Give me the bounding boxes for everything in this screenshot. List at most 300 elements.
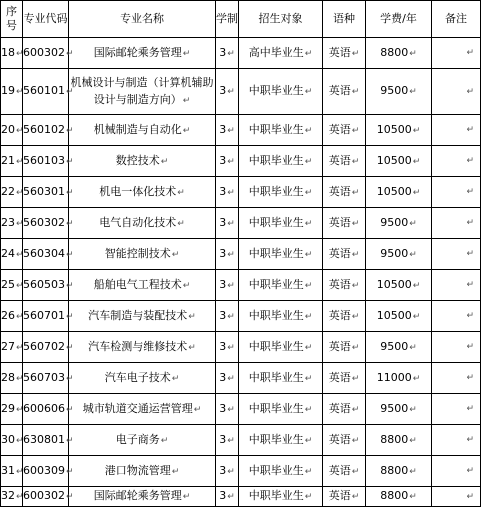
paragraph-mark-icon: ↵: [351, 373, 360, 384]
cell-name: [69, 301, 216, 332]
seq-text: 21: [1, 153, 15, 167]
paragraph-mark-icon: ↵: [171, 373, 180, 384]
cell-target: [239, 38, 323, 69]
paragraph-mark-icon: ↵: [227, 249, 235, 260]
years-text: 3: [219, 277, 227, 291]
paragraph-mark-icon: ↵: [66, 435, 74, 446]
cell-target: [239, 332, 323, 363]
paragraph-mark-icon: ↵: [177, 187, 185, 198]
cell-code: [23, 239, 74, 270]
cell-seq: [1, 394, 23, 425]
seq-text: 31: [1, 463, 15, 477]
paragraph-mark-icon: ↵: [227, 342, 235, 353]
table-row: [1, 177, 481, 208]
fee-text: 8800: [380, 463, 409, 477]
paragraph-mark-icon: ↵: [16, 48, 24, 59]
fee-text: 9500: [380, 246, 409, 260]
cell-name: [69, 208, 216, 239]
cell-years: [216, 301, 239, 332]
target-text: 中职毕业生: [248, 184, 304, 198]
name-text: 电气自动化技术: [99, 215, 177, 229]
cell-seq: [1, 332, 23, 363]
paragraph-mark-icon: ↵: [412, 311, 421, 322]
paragraph-mark-icon: ↵: [66, 280, 74, 291]
cell-name: [69, 38, 216, 69]
cell-seq: [1, 69, 23, 115]
paragraph-mark-icon: ↵: [409, 492, 417, 502]
paragraph-mark-icon: ↵: [227, 187, 235, 198]
paragraph-mark-icon: ↵: [351, 249, 360, 260]
cell-seq: [1, 363, 23, 394]
paragraph-mark-icon: ↵: [466, 249, 474, 259]
cell-language: [323, 332, 366, 363]
cell-seq: [1, 425, 23, 456]
paragraph-mark-icon: ↵: [160, 435, 169, 446]
paragraph-mark-icon: ↵: [409, 249, 417, 260]
target-text: 中职毕业生: [248, 122, 304, 136]
paragraph-mark-icon: ↵: [227, 466, 235, 477]
cell-seq: [1, 146, 23, 177]
paragraph-mark-icon: ↵: [66, 342, 74, 353]
cell-note: [432, 208, 481, 239]
name-text: 船舶电气工程技术: [93, 277, 182, 291]
cell-target: [239, 487, 323, 507]
cell-name: [69, 239, 216, 270]
paragraph-mark-icon: ↵: [304, 48, 313, 59]
fee-text: 9500: [380, 401, 409, 415]
paragraph-mark-icon: ↵: [227, 492, 235, 502]
paragraph-mark-icon: ↵: [16, 466, 24, 477]
paragraph-mark-icon: ↵: [227, 218, 235, 229]
target-text: 高中毕业生: [248, 45, 304, 59]
name-text: 汽车电子技术: [104, 370, 171, 384]
paragraph-mark-icon: ↵: [466, 125, 474, 135]
cell-note: [432, 394, 481, 425]
language-text: 英语: [328, 153, 351, 167]
code-text: 560302: [23, 215, 65, 229]
paragraph-mark-icon: ↵: [409, 87, 417, 97]
fee-text: 10500: [376, 277, 412, 291]
cell-language: [323, 301, 366, 332]
table-header-row: [1, 1, 481, 38]
table-row: [1, 146, 481, 177]
cell-code: [23, 69, 74, 115]
cell-years: [216, 394, 239, 425]
paragraph-mark-icon: ↵: [66, 218, 74, 229]
paragraph-mark-icon: ↵: [466, 342, 474, 352]
fee-text: 10500: [376, 184, 412, 198]
name-text: 港口物流管理: [104, 463, 171, 477]
paragraph-mark-icon: ↵: [66, 249, 74, 260]
paragraph-mark-icon: ↵: [409, 48, 417, 59]
paragraph-mark-icon: ↵: [182, 48, 191, 59]
header-language: 语种: [323, 1, 366, 38]
paragraph-mark-icon: ↵: [466, 48, 474, 58]
cell-years: [216, 487, 239, 507]
target-text: 中职毕业生: [248, 463, 304, 477]
paragraph-mark-icon: ↵: [227, 311, 235, 322]
paragraph-mark-icon: ↵: [193, 404, 202, 415]
cell-language: [323, 363, 366, 394]
code-text: 600302: [23, 45, 65, 59]
paragraph-mark-icon: ↵: [466, 404, 474, 414]
header-code: 专业代码: [23, 1, 69, 38]
cell-years: [216, 425, 239, 456]
cell-fee: [366, 456, 432, 487]
paragraph-mark-icon: ↵: [466, 373, 474, 383]
cell-target: [239, 69, 323, 115]
paragraph-mark-icon: ↵: [351, 435, 360, 446]
years-text: 3: [219, 308, 227, 322]
seq-text: 28: [1, 370, 15, 384]
language-text: 英语: [328, 308, 351, 322]
cell-note: [432, 146, 481, 177]
paragraph-mark-icon: ↵: [182, 95, 191, 106]
paragraph-mark-icon: ↵: [182, 280, 191, 291]
cell-language: [323, 69, 366, 115]
paragraph-mark-icon: ↵: [351, 311, 360, 322]
paragraph-mark-icon: ↵: [412, 373, 421, 384]
paragraph-mark-icon: ↵: [66, 466, 74, 477]
language-text: 英语: [328, 277, 351, 291]
paragraph-mark-icon: ↵: [351, 48, 360, 59]
cell-fee: [366, 270, 432, 301]
years-text: 3: [219, 489, 227, 502]
paragraph-mark-icon: ↵: [227, 156, 235, 167]
fee-text: 8800: [380, 45, 409, 59]
target-text: 中职毕业生: [248, 308, 304, 322]
seq-text: 27: [1, 339, 15, 353]
cell-name: [69, 332, 216, 363]
paragraph-mark-icon: ↵: [409, 466, 417, 477]
name-text: 汽车制造与装配技术: [88, 308, 188, 322]
years-text: 3: [219, 215, 227, 229]
table-row: [1, 394, 481, 425]
header-fee: 学费/年: [366, 1, 432, 38]
paragraph-mark-icon: ↵: [409, 404, 417, 415]
cell-years: [216, 69, 239, 115]
cell-note: [432, 239, 481, 270]
cell-name: [69, 115, 216, 146]
cell-fee: [366, 487, 432, 507]
cell-target: [239, 270, 323, 301]
years-text: 3: [219, 401, 227, 415]
language-text: 英语: [328, 84, 351, 97]
language-text: 英语: [328, 246, 351, 260]
cell-note: [432, 69, 481, 115]
paragraph-mark-icon: ↵: [304, 311, 313, 322]
cell-target: [239, 146, 323, 177]
years-text: 3: [219, 45, 227, 59]
table-row: [1, 332, 481, 363]
paragraph-mark-icon: ↵: [304, 156, 313, 167]
table-row: [1, 38, 481, 69]
paragraph-mark-icon: ↵: [351, 125, 360, 136]
years-text: 3: [219, 246, 227, 260]
table-row: [1, 270, 481, 301]
cell-name: [69, 394, 216, 425]
paragraph-mark-icon: ↵: [412, 187, 421, 198]
paragraph-mark-icon: ↵: [351, 187, 360, 198]
table-row: [1, 425, 481, 456]
code-text: 560102: [23, 122, 65, 136]
header-name: 专业名称: [69, 1, 216, 38]
cell-code: [23, 394, 74, 425]
table-row: [1, 487, 481, 507]
paragraph-mark-icon: ↵: [466, 311, 474, 321]
paragraph-mark-icon: ↵: [66, 156, 74, 167]
cell-language: [323, 394, 366, 425]
code-text: 600606: [23, 401, 65, 415]
fee-text: 9500: [380, 339, 409, 353]
code-text: 630801: [23, 432, 65, 446]
cell-name: [69, 177, 216, 208]
cell-seq: [1, 115, 23, 146]
code-text: 600302: [23, 489, 65, 502]
cell-note: [432, 301, 481, 332]
language-text: 英语: [328, 432, 351, 446]
paragraph-mark-icon: ↵: [182, 125, 191, 136]
paragraph-mark-icon: ↵: [177, 218, 185, 229]
cell-years: [216, 38, 239, 69]
years-text: 3: [219, 153, 227, 167]
header-target: 招生对象: [239, 1, 323, 38]
cell-code: [23, 208, 74, 239]
cell-code: [23, 177, 74, 208]
paragraph-mark-icon: ↵: [304, 218, 313, 229]
paragraph-mark-icon: ↵: [466, 187, 474, 197]
cell-years: [216, 239, 239, 270]
cell-name: [69, 425, 216, 456]
language-text: 英语: [328, 45, 351, 59]
paragraph-mark-icon: ↵: [16, 311, 24, 322]
name-text: 机电一体化技术: [99, 184, 177, 198]
cell-language: [323, 115, 366, 146]
cell-seq: [1, 177, 23, 208]
fee-text: 9500: [380, 215, 409, 229]
cell-fee: [366, 38, 432, 69]
cell-fee: [366, 146, 432, 177]
paragraph-mark-icon: ↵: [351, 87, 360, 97]
cell-note: [432, 38, 481, 69]
code-text: 560103: [23, 153, 65, 167]
fee-text: 10500: [376, 153, 412, 167]
paragraph-mark-icon: ↵: [409, 342, 417, 353]
language-text: 英语: [328, 401, 351, 415]
seq-text: 26: [1, 308, 15, 322]
cell-target: [239, 425, 323, 456]
code-text: 560701: [23, 308, 65, 322]
paragraph-mark-icon: ↵: [351, 156, 360, 167]
table-row: [1, 301, 481, 332]
cell-fee: [366, 239, 432, 270]
cell-code: [23, 456, 74, 487]
header-years: 学制: [216, 1, 239, 38]
paragraph-mark-icon: ↵: [16, 125, 24, 136]
target-text: 中职毕业生: [248, 489, 304, 502]
seq-text: 23: [1, 215, 15, 229]
cell-code: [23, 38, 74, 69]
paragraph-mark-icon: ↵: [171, 249, 180, 260]
seq-text: 25: [1, 277, 15, 291]
code-text: 560304: [23, 246, 65, 260]
cell-name: [69, 146, 216, 177]
paragraph-mark-icon: ↵: [304, 492, 313, 502]
years-text: 3: [219, 432, 227, 446]
paragraph-mark-icon: ↵: [182, 492, 191, 502]
cell-note: [432, 425, 481, 456]
cell-name: [69, 487, 216, 507]
cell-name: [69, 456, 216, 487]
paragraph-mark-icon: ↵: [66, 404, 74, 415]
years-text: 3: [219, 339, 227, 353]
name-text: 机械制造与自动化: [93, 122, 182, 136]
fee-text: 8800: [380, 432, 409, 446]
table-row: [1, 115, 481, 146]
table-row: [1, 456, 481, 487]
paragraph-mark-icon: ↵: [304, 249, 313, 260]
paragraph-mark-icon: ↵: [16, 373, 24, 384]
paragraph-mark-icon: ↵: [227, 435, 235, 446]
cell-fee: [366, 115, 432, 146]
years-text: 3: [219, 84, 227, 97]
paragraph-mark-icon: ↵: [16, 187, 24, 198]
paragraph-mark-icon: ↵: [16, 156, 24, 167]
seq-text: 29: [1, 401, 15, 415]
cell-fee: [366, 363, 432, 394]
fee-text: 11000: [376, 370, 412, 384]
cell-seq: [1, 301, 23, 332]
paragraph-mark-icon: ↵: [227, 87, 235, 97]
fee-text: 9500: [380, 84, 409, 97]
target-text: 中职毕业生: [248, 277, 304, 291]
cell-fee: [366, 208, 432, 239]
paragraph-mark-icon: ↵: [409, 218, 417, 229]
language-text: 英语: [328, 463, 351, 477]
paragraph-mark-icon: ↵: [16, 342, 24, 353]
cell-language: [323, 146, 366, 177]
code-text: 560101: [23, 84, 65, 97]
cell-target: [239, 456, 323, 487]
paragraph-mark-icon: ↵: [66, 492, 74, 502]
paragraph-mark-icon: ↵: [16, 249, 24, 260]
name-text: 电子商务: [115, 432, 160, 446]
cell-fee: [366, 394, 432, 425]
cell-code: [23, 115, 74, 146]
seq-text: 20: [1, 122, 15, 136]
cell-fee: [366, 177, 432, 208]
paragraph-mark-icon: ↵: [188, 311, 196, 322]
table-row: [1, 239, 481, 270]
table-row: [1, 69, 481, 115]
paragraph-mark-icon: ↵: [304, 435, 313, 446]
paragraph-mark-icon: ↵: [66, 48, 74, 59]
seq-text: 18: [1, 45, 15, 59]
target-text: 中职毕业生: [248, 153, 304, 167]
paragraph-mark-icon: ↵: [466, 218, 474, 228]
cell-note: [432, 115, 481, 146]
years-text: 3: [219, 370, 227, 384]
paragraph-mark-icon: ↵: [409, 435, 417, 446]
cell-language: [323, 425, 366, 456]
name-text: 国际邮轮乘务管理: [93, 45, 182, 59]
cell-language: [323, 239, 366, 270]
paragraph-mark-icon: ↵: [16, 218, 24, 229]
language-text: 英语: [328, 489, 351, 502]
cell-note: [432, 177, 481, 208]
table-body: [1, 38, 481, 507]
name-text: 智能控制技术: [104, 246, 171, 260]
code-text: 600309: [23, 463, 65, 477]
seq-text: 22: [1, 184, 15, 198]
name-text: 机械设计与制造（计算机辅助设计与制造方向）: [70, 75, 214, 106]
paragraph-mark-icon: ↵: [412, 156, 421, 167]
cell-target: [239, 208, 323, 239]
cell-code: [23, 301, 74, 332]
paragraph-mark-icon: ↵: [66, 125, 74, 136]
cell-name: [69, 363, 216, 394]
cell-years: [216, 177, 239, 208]
cell-target: [239, 239, 323, 270]
paragraph-mark-icon: ↵: [66, 311, 74, 322]
years-text: 3: [219, 122, 227, 136]
cell-language: [323, 270, 366, 301]
paragraph-mark-icon: ↵: [304, 342, 313, 353]
cell-seq: [1, 208, 23, 239]
paragraph-mark-icon: ↵: [466, 466, 474, 476]
paragraph-mark-icon: ↵: [466, 156, 474, 166]
target-text: 中职毕业生: [248, 401, 304, 415]
language-text: 英语: [328, 370, 351, 384]
fee-text: 10500: [376, 308, 412, 322]
name-text: 数控技术: [115, 153, 160, 167]
years-text: 3: [219, 184, 227, 198]
target-text: 中职毕业生: [248, 339, 304, 353]
seq-text: 19: [1, 84, 15, 97]
paragraph-mark-icon: ↵: [304, 466, 313, 477]
cell-target: [239, 394, 323, 425]
paragraph-mark-icon: ↵: [304, 187, 313, 198]
cell-code: [23, 146, 74, 177]
paragraph-mark-icon: ↵: [351, 492, 360, 502]
cell-seq: [1, 456, 23, 487]
code-text: 560703: [23, 370, 65, 384]
paragraph-mark-icon: ↵: [304, 373, 313, 384]
paragraph-mark-icon: ↵: [227, 48, 235, 59]
name-text: 国际邮轮乘务管理: [93, 489, 182, 502]
cell-seq: [1, 239, 23, 270]
cell-language: [323, 456, 366, 487]
header-seq: 序号: [1, 1, 23, 38]
cell-fee: [366, 69, 432, 115]
cell-seq: [1, 38, 23, 69]
paragraph-mark-icon: ↵: [412, 280, 421, 291]
table-row: [1, 363, 481, 394]
cell-note: [432, 363, 481, 394]
table-row: [1, 208, 481, 239]
name-text: 汽车检测与维修技术: [88, 339, 188, 353]
cell-seq: [1, 270, 23, 301]
cell-target: [239, 363, 323, 394]
fee-text: 8800: [380, 489, 409, 502]
paragraph-mark-icon: ↵: [188, 342, 196, 353]
target-text: 中职毕业生: [248, 84, 304, 97]
language-text: 英语: [328, 339, 351, 353]
cell-target: [239, 115, 323, 146]
paragraph-mark-icon: ↵: [171, 466, 180, 477]
cell-name: [69, 270, 216, 301]
paragraph-mark-icon: ↵: [304, 87, 313, 97]
